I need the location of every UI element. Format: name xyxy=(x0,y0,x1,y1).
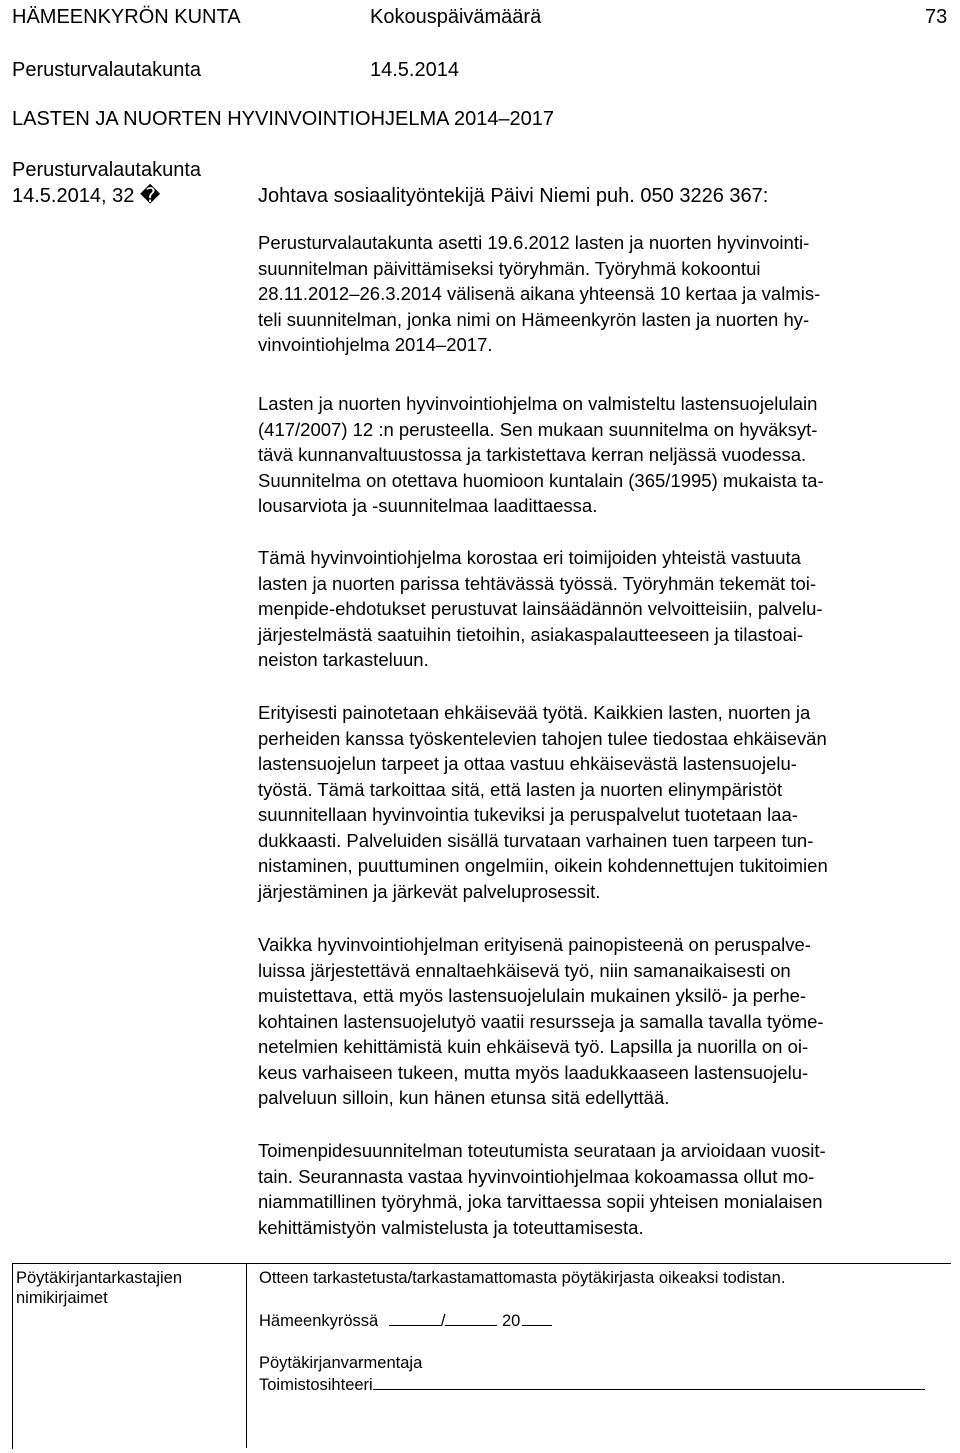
verifier-label: Pöytäkirjanvarmentaja xyxy=(259,1354,423,1372)
text-line: niammatillinen työryhmä, joka tarvittaessa sopii yhteisen monialaisen xyxy=(258,1191,823,1212)
text-line: Erityisesti painotetaan ehkäisevää työtä. Kaikkien lasten, nuorten ja xyxy=(258,702,811,723)
text-line: muistettava, että myös lastensuojelulain mukainen yksilö- ja perhe- xyxy=(258,985,807,1006)
reference-date-text: 14.5.2014, 32 xyxy=(12,185,140,207)
text-line: tain. Seurannasta vastaa hyvinvointiohjelmaa kokoamassa ollut mo- xyxy=(258,1165,815,1187)
text-line: Toimenpidesuunnitelman toteutumista seurataan ja arvioidaan vuosit- xyxy=(258,1140,826,1161)
text-line: teli suunnitelman, jonka nimi on Hämeenkyrön lasten ja nuorten hy- xyxy=(258,308,810,330)
initials-label-line2: nimikirjaimet xyxy=(16,1289,108,1307)
text-line: kohtainen lastensuojelutyö vaatii resursseja ja samalla tavalla työme- xyxy=(258,1010,824,1032)
text-line: suunnitelman päivittämiseksi työryhmän. Työryhmä kokoontui xyxy=(258,257,761,279)
text-line: perheiden kanssa työskentelevien tahojen tulee tiedostaa ehkäisevän xyxy=(258,727,827,749)
board-name: Perusturvalautakunta xyxy=(12,59,202,81)
text-line: järjestelmästä saatuihin tietoihin, asiakaspalautteeseen ja tilastoai- xyxy=(258,623,804,645)
year-prefix: 20 xyxy=(502,1312,521,1330)
text-line: Lasten ja nuorten hyvinvointiohjelma on valmisteltu lastensuojelulain xyxy=(258,393,818,414)
text-line: dukkaasti. Palveluiden sisällä turvataan varhainen tuen tarpeen tun- xyxy=(258,829,814,851)
place-label: Hämeenkyrössä xyxy=(259,1312,379,1330)
text-line: (417/2007) 12 :n perusteella. Sen mukaan suunnitelma on hyväksyt- xyxy=(258,418,818,440)
meeting-date: 14.5.2014 xyxy=(370,59,459,81)
footer-box xyxy=(12,1263,951,1449)
footer-divider xyxy=(246,1263,247,1448)
text-line: Perusturvalautakunta asetti 19.6.2012 lasten ja nuorten hyvinvointi- xyxy=(258,232,810,253)
office-line xyxy=(259,1374,925,1395)
paragraph-1 xyxy=(258,230,820,358)
text-line: keus varhaiseen tukeen, mutta myös laadukkaaseen lastensuojelu- xyxy=(258,1061,809,1083)
place-date-line xyxy=(259,1310,552,1331)
text-line: 28.11.2012–26.3.2014 välisenä aikana yhteensä 10 kertaa ja valmis- xyxy=(258,283,821,304)
text-line: lastensuojelun tarpeet ja ottaa vastuu ehkäisevästä lastensuojelu- xyxy=(258,753,797,774)
text-line: työstä. Tämä tarkoittaa sitä, että lasten ja nuorten elinympäristöt xyxy=(258,778,783,800)
paragraph-6 xyxy=(258,1138,826,1240)
office-label: Toimistosihteeri xyxy=(259,1376,373,1394)
text-line: lasten ja nuorten parissa tehtävässä työssä. Työryhmän tekemät toi- xyxy=(258,572,817,594)
text-line: suunnitellaan hyvinvointia tukeviksi ja peruspalvelut tuotetaan laa- xyxy=(258,804,798,825)
text-line: neiston tarkasteluun. xyxy=(258,649,429,670)
text-line: Tämä hyvinvointiohjelma korostaa eri toimijoiden yhteistä vastuuta xyxy=(258,547,801,568)
text-line: netelmien kehittämistä kuin ehkäisevä työ. Lapsilla ja nuorilla on oi- xyxy=(258,1036,809,1057)
text-line: luissa järjestettävä ennaltaehkäisevä työ, niin samanaikaisesti on xyxy=(258,959,791,981)
month-blank[interactable] xyxy=(445,1310,497,1326)
date-slash: / xyxy=(440,1312,446,1330)
paragraph-4 xyxy=(258,700,828,904)
reference-date xyxy=(12,184,160,208)
presenter: Johtava sosiaalityöntekijä Päivi Niemi puh. 050 3226 367: xyxy=(258,185,769,207)
section-sign-icon: � xyxy=(139,185,161,207)
text-line: Suunnitelma on otettava huomioon kuntalain (365/1995) mukaista ta- xyxy=(258,469,824,491)
day-blank[interactable] xyxy=(389,1310,441,1326)
reference-board: Perusturvalautakunta xyxy=(12,159,202,181)
paragraph-3 xyxy=(258,545,823,673)
document-type: Kokouspäivämäärä xyxy=(370,6,542,28)
year-blank[interactable] xyxy=(522,1310,552,1326)
text-line: menpide-ehdotukset perustuvat lainsäädännön velvoitteisiin, palvelu- xyxy=(258,598,823,619)
text-line: järjestäminen ja järkevät palveluprosessit. xyxy=(258,880,601,902)
signature-blank[interactable] xyxy=(373,1374,925,1390)
municipality-name: HÄMEENKYRÖN KUNTA xyxy=(12,6,241,28)
paragraph-2 xyxy=(258,391,824,519)
text-line: vinvointiohjelma 2014–2017. xyxy=(258,334,493,355)
initials-label-line1: Pöytäkirjantarkastajien xyxy=(16,1269,182,1287)
certification-text: Otteen tarkastetusta/tarkastamattomasta pöytäkirjasta oikeaksi todistan. xyxy=(259,1269,786,1287)
section-title: LASTEN JA NUORTEN HYVINVOINTIOHJELMA 2014–2017 xyxy=(12,108,555,130)
text-line: kehittämistyön valmistelusta ja toteuttamisesta. xyxy=(258,1216,644,1238)
text-line: Vaikka hyvinvointiohjelman erityisenä painopisteenä on peruspalve- xyxy=(258,934,811,955)
paragraph-5 xyxy=(258,932,824,1111)
text-line: palveluun silloin, kun hänen etunsa sitä edellyttää. xyxy=(258,1087,670,1108)
text-line: lousarviota ja -suunnitelmaa laadittaessa. xyxy=(258,495,598,516)
text-line: nistaminen, puuttuminen ongelmiin, oikein kohdennettujen tukitoimien xyxy=(258,855,828,876)
text-line: tävä kunnanvaltuustossa ja tarkistettava kerran neljässä vuodessa. xyxy=(258,444,807,465)
page-number: 73 xyxy=(925,6,948,28)
